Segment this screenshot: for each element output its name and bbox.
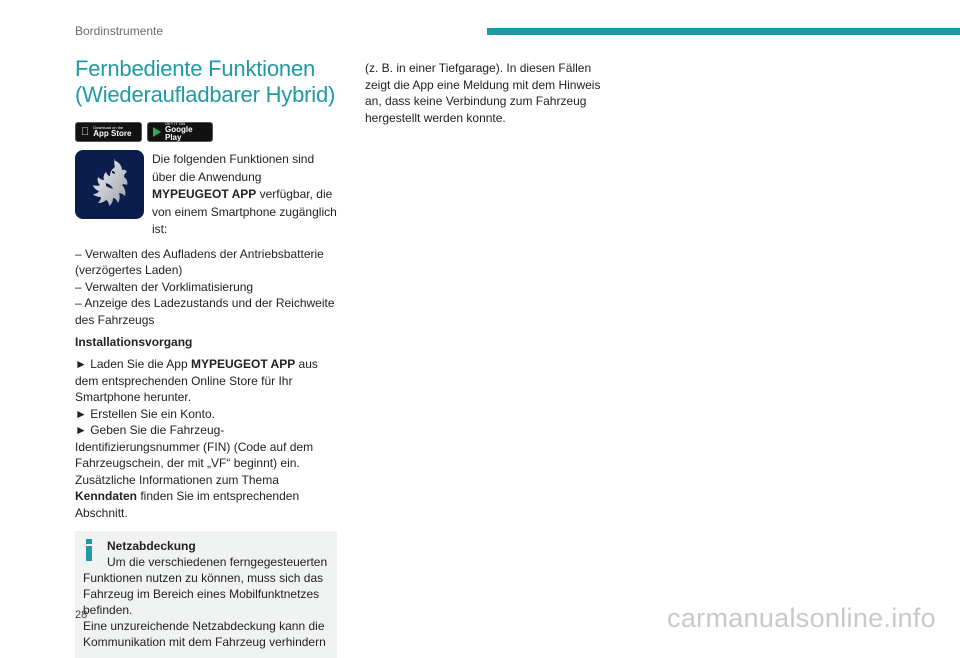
step-1: ► Laden Sie die App MYPEUGEOT APP aus dem entsprechenden Online Store für Ihr Smartphone herunter. <box>75 357 318 404</box>
peugeot-app-icon <box>75 150 144 219</box>
header-accent-bar <box>487 28 960 35</box>
info-box-network-coverage <box>75 531 337 658</box>
intro-text: Die folgenden Funktionen sind über die Anwendung MYPEUGEOT APP verfügbar, die von einem Smartphone zugänglich ist: <box>152 152 337 236</box>
info-icon <box>84 539 96 561</box>
title-line-2: (Wiederaufladbarer Hybrid) <box>75 82 336 107</box>
step-3: ► Geben Sie die Fahrzeug-Identifizierungsnummer (FIN) (Code auf dem Fahrzeugschein, der mit „VF“ beginnt) ein. <box>75 423 314 470</box>
watermark: carmanualsonline.info <box>667 603 936 633</box>
step-2: ► Erstellen Sie ein Konto. <box>75 406 215 421</box>
info-heading: Netzabdeckung <box>107 539 196 553</box>
title-line-1: Fernbediente Funktionen <box>75 56 316 81</box>
list-item: – Verwalten der Vorklimatisierung <box>75 279 254 294</box>
info-text: Um die verschiedenen ferngegesteuerten Funktionen nutzen zu können, muss sich das Fahrzeug im Bereich eines Mobilfunktnetzes befinden. <box>83 555 328 617</box>
right-column <box>365 60 615 126</box>
info-text-2: Eine unzureichende Netzabdeckung kann die Kommunikation mit dem Fahrzeug verhindern <box>83 619 326 649</box>
app-name: MYPEUGEOT APP <box>152 187 257 201</box>
app-store-badge[interactable]: Download on the App Store <box>75 122 142 142</box>
peugeot-lion-icon <box>84 157 136 213</box>
cross-reference: Zusätzliche Informationen zum Thema Kenndaten finden Sie im entsprechenden Abschnitt. <box>75 472 300 520</box>
continuation-text: (z. B. in einer Tiefgarage). In diesen Fällen zeigt die App eine Meldung mit dem Hinweis an, dass keine Verbindung zum Fahrzeug hergestellt werden konnte. <box>365 61 601 125</box>
section-header: Bordinstrumente <box>75 24 164 38</box>
install-heading: Installationsvorgang <box>75 335 193 349</box>
apple-icon <box>81 127 89 138</box>
google-play-badge[interactable]: GET IT ON Google Play <box>147 122 213 142</box>
list-item: – Anzeige des Ladezustands und der Reichweite des Fahrzeugs <box>75 296 335 327</box>
install-steps <box>75 356 337 521</box>
page-number: 28 <box>75 609 88 621</box>
app-intro <box>75 150 337 239</box>
list-item: – Verwalten des Aufladens der Antriebsbatterie (verzögertes Laden) <box>75 246 324 277</box>
feature-list <box>75 246 337 329</box>
store-badges <box>75 122 337 142</box>
google-play-icon <box>153 127 161 137</box>
left-column <box>75 56 337 658</box>
page-title <box>75 56 337 108</box>
